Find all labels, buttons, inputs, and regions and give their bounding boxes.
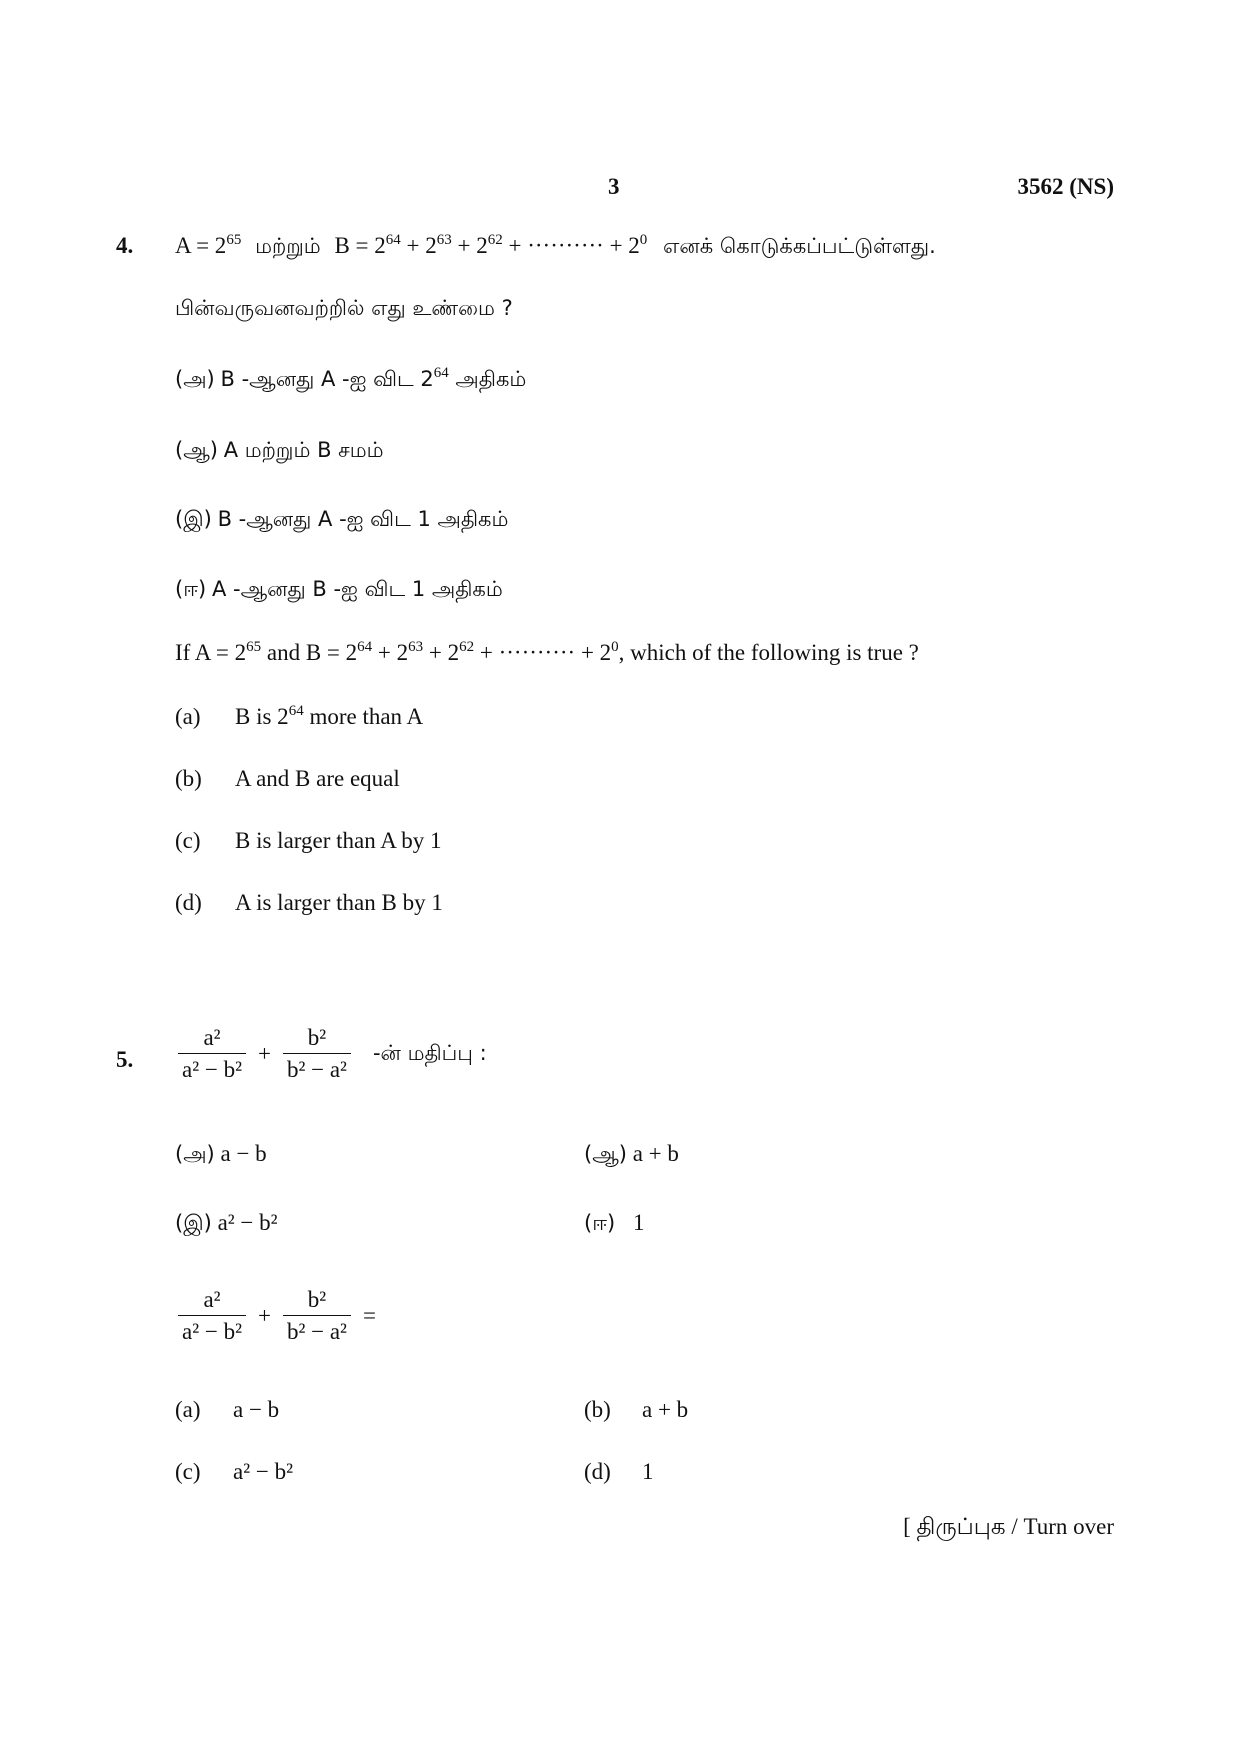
question-5-english-expression: $\frac{\text{a²}}{\text{a² − b²}}$ + $\frac{\text{b²}}{\text{b² − a²}}$ = [178,1287,376,1345]
fraction-2: $\frac{\text{b²}}{\text{b² − a²}}$ [283,1025,351,1083]
question-5-tamil-option-b: (ஆ) a + b [584,1141,679,1166]
question-4-tamil-option-d: (ஈ) A -ஆனது B -ஐ விட 1 அதிகம் [175,577,503,601]
question-4-english-option-d: (d) A is larger than B by 1 [175,890,443,915]
fraction-1: $\frac{\text{a²}}{\text{a² − b²}}$ [178,1025,246,1083]
page-number: 3 [608,174,620,199]
question-5-tamil-option-c: (இ) a² − b² [175,1210,278,1235]
question-5-tamil-option-a: (அ) a − b [175,1141,267,1166]
question-5-english-option-d: (d) 1 [584,1459,654,1484]
question-4-english-option-c: (c) B is larger than A by 1 [175,828,442,853]
question-4-tamil-given: $A = 2^{65}$ மற்றும் $B = 2^{64} + 2^{63} + 2^{62}$ + ·········· + $2^0$ எனக் கொடுக்கப்பட்டுள்ளது. [175,232,936,258]
question-4-number: 4. [116,233,134,258]
question-5-english-option-a: (a) a − b [175,1397,280,1422]
paper-code: 3562 (NS) [1017,174,1114,199]
question-5-tamil-option-d: (ஈ) 1 [584,1210,645,1235]
question-5-english-option-c: (c) a² − b² [175,1459,293,1484]
question-4-tamil-question: பின்வருவனவற்றில் எது உண்மை ? [175,296,513,320]
question-4-tamil-option-c: (இ) B -ஆனது A -ஐ விட 1 அதிகம் [175,507,509,531]
question-4-english-option-a: (a) B is $2^{64}$ more than A [175,703,424,729]
question-5-number: 5. [116,1047,134,1072]
question-4-english-question: If $A = 2^{65}$ and $B = 2^{64} + 2^{63} + 2^{62}$ + ·········· + $2^0$, which of the following is true ? [175,639,919,665]
question-4-english-option-b: (b) A and B are equal [175,766,400,791]
question-5-tamil-expression: $\frac{\text{a²}}{\text{a² − b²}}$ + $\frac{\text{b²}}{\text{b² − a²}}$ -ன் மதிப்பு : [178,1025,487,1083]
question-4-tamil-option-b: (ஆ) A மற்றும் B சமம் [175,438,384,462]
question-4-tamil-option-a: (அ) B -ஆனது A -ஐ விட $2^{64}$ அதிகம் [175,365,527,391]
question-5-english-option-b: (b) a + b [584,1397,689,1422]
turn-over-note: [ திருப்புக / Turn over [903,1514,1114,1539]
